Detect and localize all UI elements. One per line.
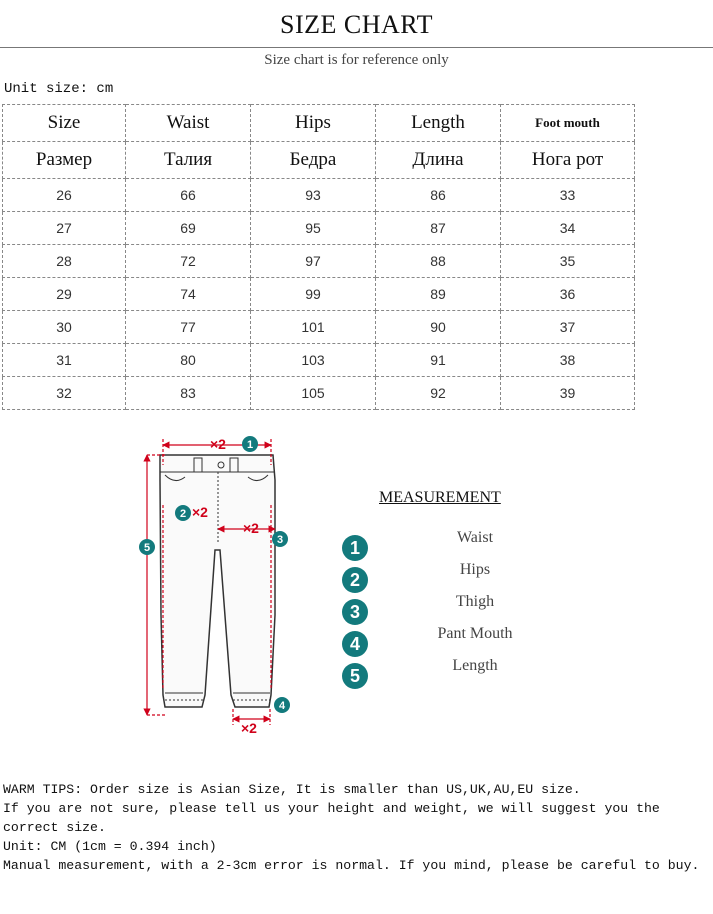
table-row <box>3 311 635 344</box>
table-cell: 37 <box>501 311 635 344</box>
x2-label-hips: ×2 <box>192 504 208 520</box>
table-row <box>3 377 635 410</box>
warm-tips <box>3 780 711 875</box>
table-cell: 97 <box>251 245 376 278</box>
table-cell: 38 <box>501 344 635 377</box>
table-header-ru <box>3 142 635 179</box>
header-size-ru: Размер <box>3 142 126 179</box>
size-table <box>2 104 635 410</box>
x2-label-mouth: ×2 <box>241 720 257 736</box>
measurement-item <box>340 561 600 595</box>
table-cell: 90 <box>376 311 501 344</box>
diagram-marker-1: 1 <box>246 439 254 451</box>
table-cell: 26 <box>3 179 126 212</box>
x2-label-thigh: ×2 <box>243 520 259 536</box>
table-cell: 91 <box>376 344 501 377</box>
measurement-title: MEASUREMENT <box>379 489 501 506</box>
table-cell: 93 <box>251 179 376 212</box>
title-divider <box>0 47 713 48</box>
unit-size-label: Unit size: cm <box>4 81 114 97</box>
table-cell: 72 <box>126 245 251 278</box>
subtitle: Size chart is for reference only <box>264 52 449 68</box>
table-cell: 33 <box>501 179 635 212</box>
table-row <box>3 212 635 245</box>
header-foot-mouth-ru: Нога рот <box>501 142 635 179</box>
table-header-en <box>3 105 635 142</box>
table-cell: 35 <box>501 245 635 278</box>
table-cell: 80 <box>126 344 251 377</box>
table-cell: 27 <box>3 212 126 245</box>
table-cell: 74 <box>126 278 251 311</box>
x2-label-waist: ×2 <box>210 436 226 452</box>
tips-line: correct size. <box>3 820 106 835</box>
table-cell: 86 <box>376 179 501 212</box>
header-length-ru: Длина <box>376 142 501 179</box>
measurement-label: Hips <box>459 561 491 578</box>
table-cell: 99 <box>251 278 376 311</box>
measurement-number-badge: 3 <box>342 599 368 625</box>
measurement-label: Length <box>452 657 498 674</box>
measurement-label: Thigh <box>455 593 495 610</box>
diagram-marker-5: 5 <box>143 542 151 554</box>
table-cell: 89 <box>376 278 501 311</box>
table-cell: 83 <box>126 377 251 410</box>
measurement-label: Pant Mouth <box>437 625 513 642</box>
table-row <box>3 344 635 377</box>
measurement-item <box>340 593 600 627</box>
page-title: SIZE CHART <box>280 10 433 39</box>
diagram-marker-3: 3 <box>276 534 284 546</box>
table-row <box>3 278 635 311</box>
measurement-label: Waist <box>456 529 494 546</box>
table-cell: 101 <box>251 311 376 344</box>
table-row <box>3 245 635 278</box>
table-cell: 87 <box>376 212 501 245</box>
header-length: Length <box>376 105 501 142</box>
table-cell: 39 <box>501 377 635 410</box>
table-cell: 103 <box>251 344 376 377</box>
tips-line: WARM TIPS: Order size is Asian Size, It is smaller than US,UK,AU,EU size. <box>3 782 581 797</box>
tips-line: If you are not sure, please tell us your height and weight, we will suggest you the <box>3 801 660 816</box>
table-cell: 92 <box>376 377 501 410</box>
table-cell: 28 <box>3 245 126 278</box>
measurement-number-badge: 1 <box>342 535 368 561</box>
measurement-item <box>340 529 600 563</box>
table-cell: 69 <box>126 212 251 245</box>
header-hips: Hips <box>251 105 376 142</box>
header-waist-ru: Талия <box>126 142 251 179</box>
header-foot-mouth: Foot mouth <box>501 105 635 142</box>
table-cell: 36 <box>501 278 635 311</box>
pants-diagram <box>125 425 305 745</box>
measurement-number-badge: 4 <box>342 631 368 657</box>
table-cell: 66 <box>126 179 251 212</box>
measurement-number-badge: 2 <box>342 567 368 593</box>
table-cell: 32 <box>3 377 126 410</box>
tips-line: Unit: CM (1cm = 0.394 inch) <box>3 839 217 854</box>
table-cell: 31 <box>3 344 126 377</box>
diagram-marker-2: 2 <box>179 508 187 520</box>
table-cell: 88 <box>376 245 501 278</box>
table-cell: 95 <box>251 212 376 245</box>
table-cell: 105 <box>251 377 376 410</box>
measurement-number-badge: 5 <box>342 663 368 689</box>
table-cell: 29 <box>3 278 126 311</box>
header-hips-ru: Бедра <box>251 142 376 179</box>
header-waist: Waist <box>126 105 251 142</box>
table-row <box>3 179 635 212</box>
measurement-item <box>340 625 600 659</box>
header-size: Size <box>3 105 126 142</box>
measurement-item <box>340 657 600 691</box>
diagram-marker-4: 4 <box>278 700 286 712</box>
table-cell: 77 <box>126 311 251 344</box>
table-cell: 30 <box>3 311 126 344</box>
tips-line: Manual measurement, with a 2-3cm error is normal. If you mind, please be careful to buy. <box>3 858 700 873</box>
table-cell: 34 <box>501 212 635 245</box>
